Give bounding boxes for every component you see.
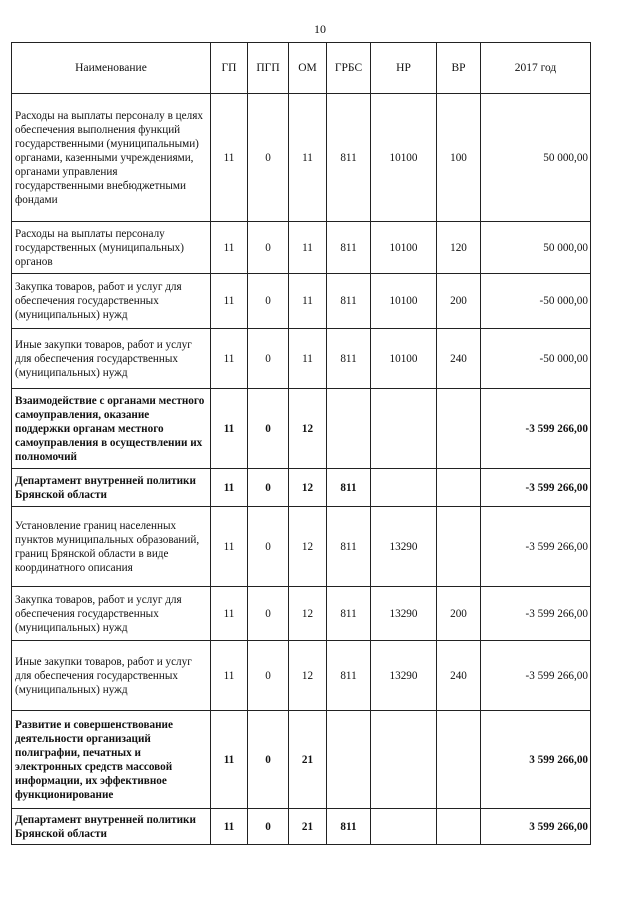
- row-nr: 13290: [371, 507, 437, 587]
- row-vr: 240: [437, 641, 481, 711]
- row-om: 12: [289, 641, 327, 711]
- table-row: [12, 469, 591, 507]
- row-vr: 100: [437, 94, 481, 222]
- row-vr: [437, 469, 481, 507]
- row-pgp: 0: [248, 809, 289, 845]
- row-nr: [371, 809, 437, 845]
- row-name: Департамент внутренней политики Брянской области: [12, 469, 211, 507]
- row-gp: 11: [211, 389, 248, 469]
- row-om: 11: [289, 329, 327, 389]
- row-nr: [371, 711, 437, 809]
- column-header-year: 2017 год: [481, 43, 591, 94]
- row-om: 11: [289, 274, 327, 329]
- row-name: Иные закупки товаров, работ и услуг для обеспечения государственных (муниципальных) нужд: [12, 641, 211, 711]
- row-vr: [437, 507, 481, 587]
- row-amount: 50 000,00: [481, 222, 591, 274]
- column-header-vr: ВР: [437, 43, 481, 94]
- row-nr: 10100: [371, 274, 437, 329]
- row-nr: 10100: [371, 94, 437, 222]
- row-amount: 50 000,00: [481, 94, 591, 222]
- row-vr: [437, 809, 481, 845]
- table-row: [12, 274, 591, 329]
- row-grbs: 811: [327, 469, 371, 507]
- row-grbs: 811: [327, 222, 371, 274]
- row-vr: [437, 389, 481, 469]
- row-nr: 10100: [371, 329, 437, 389]
- row-gp: 11: [211, 587, 248, 641]
- row-om: 12: [289, 507, 327, 587]
- row-gp: 11: [211, 94, 248, 222]
- row-grbs: 811: [327, 641, 371, 711]
- column-header-name: Наименование: [12, 43, 211, 94]
- row-name: Департамент внутренней политики Брянской области: [12, 809, 211, 845]
- row-grbs: 811: [327, 507, 371, 587]
- table-row: [12, 222, 591, 274]
- row-vr: 200: [437, 587, 481, 641]
- row-pgp: 0: [248, 222, 289, 274]
- table-row: [12, 587, 591, 641]
- row-om: 21: [289, 711, 327, 809]
- row-grbs: 811: [327, 329, 371, 389]
- row-nr: 10100: [371, 222, 437, 274]
- column-header-nr: НР: [371, 43, 437, 94]
- row-pgp: 0: [248, 389, 289, 469]
- row-name: Расходы на выплаты персоналу государственных (муниципальных) органов: [12, 222, 211, 274]
- budget-table: [11, 42, 591, 845]
- row-amount: -3 599 266,00: [481, 469, 591, 507]
- row-om: 21: [289, 809, 327, 845]
- header-row: [12, 43, 591, 94]
- row-pgp: 0: [248, 94, 289, 222]
- row-nr: 13290: [371, 587, 437, 641]
- row-gp: 11: [211, 222, 248, 274]
- row-om: 12: [289, 469, 327, 507]
- row-name: Закупка товаров, работ и услуг для обеспечения государственных (муниципальных) нужд: [12, 587, 211, 641]
- row-amount: 3 599 266,00: [481, 711, 591, 809]
- row-vr: 200: [437, 274, 481, 329]
- row-grbs: [327, 389, 371, 469]
- row-amount: 3 599 266,00: [481, 809, 591, 845]
- row-pgp: 0: [248, 711, 289, 809]
- row-gp: 11: [211, 329, 248, 389]
- table-row: [12, 711, 591, 809]
- table-row: [12, 641, 591, 711]
- row-gp: 11: [211, 641, 248, 711]
- column-header-gp: ГП: [211, 43, 248, 94]
- row-name: Развитие и совершенствование деятельности организаций полиграфии, печатных и электронных средств массовой информации, их эффективное функционирование: [12, 711, 211, 809]
- table-row: [12, 809, 591, 845]
- row-gp: 11: [211, 809, 248, 845]
- row-name: Закупка товаров, работ и услуг для обеспечения государственных (муниципальных) нужд: [12, 274, 211, 329]
- row-gp: 11: [211, 507, 248, 587]
- row-pgp: 0: [248, 329, 289, 389]
- row-om: 12: [289, 389, 327, 469]
- table-row: [12, 329, 591, 389]
- row-grbs: [327, 711, 371, 809]
- row-vr: [437, 711, 481, 809]
- column-header-grbs: ГРБС: [327, 43, 371, 94]
- row-amount: -3 599 266,00: [481, 507, 591, 587]
- row-grbs: 811: [327, 809, 371, 845]
- row-amount: -50 000,00: [481, 329, 591, 389]
- row-nr: [371, 469, 437, 507]
- row-amount: -3 599 266,00: [481, 389, 591, 469]
- table-row: [12, 389, 591, 469]
- row-name: Установление границ населенных пунктов муниципальных образований, границ Брянской области в виде координатного описания: [12, 507, 211, 587]
- row-nr: [371, 389, 437, 469]
- row-name: Расходы на выплаты персоналу в целях обеспечения выполнения функций государственными (муниципальными) органами, казенными учреждениями, органами управления государственными внебюджетными фондами: [12, 94, 211, 222]
- row-gp: 11: [211, 469, 248, 507]
- row-om: 11: [289, 222, 327, 274]
- column-header-om: ОМ: [289, 43, 327, 94]
- row-grbs: 811: [327, 94, 371, 222]
- row-pgp: 0: [248, 507, 289, 587]
- row-grbs: 811: [327, 587, 371, 641]
- row-amount: -50 000,00: [481, 274, 591, 329]
- row-om: 11: [289, 94, 327, 222]
- page-number: 10: [314, 22, 326, 36]
- row-pgp: 0: [248, 469, 289, 507]
- row-vr: 120: [437, 222, 481, 274]
- row-grbs: 811: [327, 274, 371, 329]
- row-gp: 11: [211, 711, 248, 809]
- table-row: [12, 94, 591, 222]
- row-om: 12: [289, 587, 327, 641]
- row-nr: 13290: [371, 641, 437, 711]
- row-pgp: 0: [248, 274, 289, 329]
- row-gp: 11: [211, 274, 248, 329]
- row-pgp: 0: [248, 587, 289, 641]
- row-amount: -3 599 266,00: [481, 641, 591, 711]
- row-name: Иные закупки товаров, работ и услуг для обеспечения государственных (муниципальных) нужд: [12, 329, 211, 389]
- table-row: [12, 507, 591, 587]
- row-name: Взаимодействие с органами местного самоуправления, оказание поддержки органам местного самоуправления в осуществлении их полномочий: [12, 389, 211, 469]
- row-pgp: 0: [248, 641, 289, 711]
- row-vr: 240: [437, 329, 481, 389]
- column-header-pgp: ПГП: [248, 43, 289, 94]
- row-amount: -3 599 266,00: [481, 587, 591, 641]
